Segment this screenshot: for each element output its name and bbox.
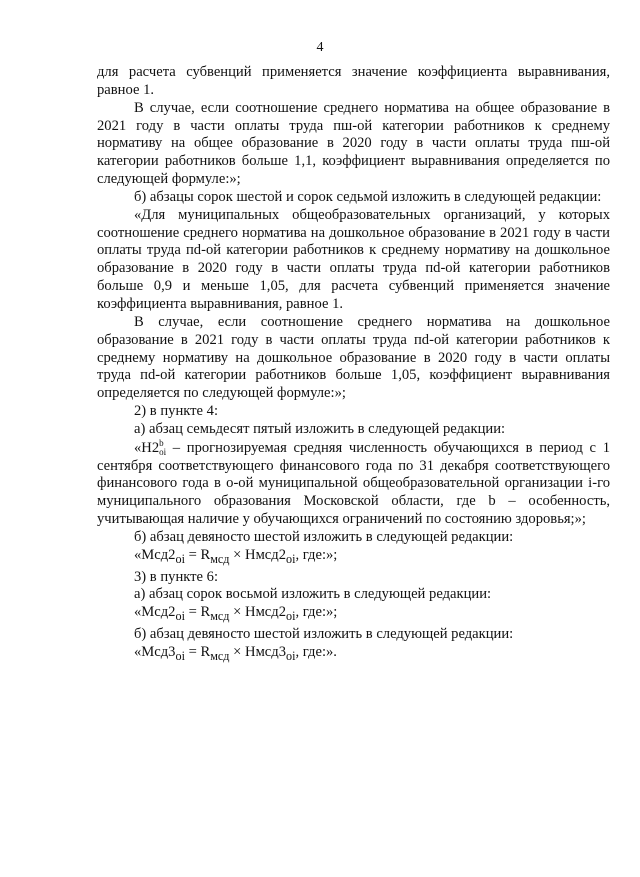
paragraph-3: б) абзацы сорок шестой и сорок седьмой изложить в следующей редакции: xyxy=(134,188,602,205)
paragraph-6: 2) в пункте 4: xyxy=(134,403,219,420)
page-number: 4 xyxy=(316,40,324,55)
paragraph-9: б) абзац девяносто шестой изложить в следующей редакции: xyxy=(134,528,514,545)
h2-symbol: «Н2 xyxy=(134,439,160,456)
paragraph-5: В случае, если соотношение среднего норматива на дошкольное образование в 2021 году в части оплаты труда пd-ой категории работников к среднему нормативу на дошкольное образование в 2020 году в части оплаты труда пd-ой категории работников больше 1,05, коэффициент выравнивания определяется по следующей формуле:»; xyxy=(97,313,610,402)
document-body xyxy=(97,64,610,666)
paragraph-11: а) абзац сорок восьмой изложить в следующей редакции: xyxy=(134,586,492,603)
paragraph-12: б) абзац девяносто шестой изложить в следующей редакции: xyxy=(134,625,514,642)
paragraph-1: для расчета субвенций применяется значение коэффициента выравнивания, равное 1. xyxy=(97,64,610,98)
h2-indices: b oi xyxy=(159,437,167,457)
paragraph-2: В случае, если соотношение среднего норматива на общее образование в 2021 году в части оплаты труда пш-ой категории работников к среднему нормативу на общее образование в 2020 году в части оплаты труда пш-ой категории работников больше 1,1, коэффициент выравнивания определяется по следующей формуле:»; xyxy=(97,99,610,188)
paragraph-4: «Для муниципальных общеобразовательных организаций, у которых соотношение среднего норматива на дошкольное образование в 2021 году в части оплаты труда пd-ой категории работников к среднему нормативу на дошкольное образование в 2020 году в части оплаты труда пd-ой категории работников больше 0,9 и меньше 1,05, для расчета субвенций применяется значение коэффициента выравнивания, равное 1. xyxy=(97,206,610,312)
formula-3: «$Мсд3_{oi} = R_{мсд}$ × $Нмсд3_{oi}$, где:». xyxy=(134,643,337,663)
paragraph-7: а) абзац семьдесят пятый изложить в следующей редакции: xyxy=(134,420,506,437)
formula-2: «$Мсд2_{oi} = R_{мсд}$ × $Нмсд2_{oi}$, где:»; xyxy=(134,604,338,624)
h2-definition: – прогнозируемая средняя численность обучающихся в период с 1 сентября соответствующего финансового года по 31 декабря соответствующего финансового года в о-ой муниципальной общеобразовательной организации i-го муниципального образования Московской области, где b – особенность, учитывающая наличие у обучающихся ограничений по состоянию здоровья;»; xyxy=(97,439,610,528)
formula-1: «$Мсд2_{oi} = R_{мсд}$ × $Нмсд2_{oi}$, где:»; xyxy=(134,546,338,566)
paragraph-10: 3) в пункте 6: xyxy=(134,568,219,585)
paragraph-8 xyxy=(97,439,610,529)
